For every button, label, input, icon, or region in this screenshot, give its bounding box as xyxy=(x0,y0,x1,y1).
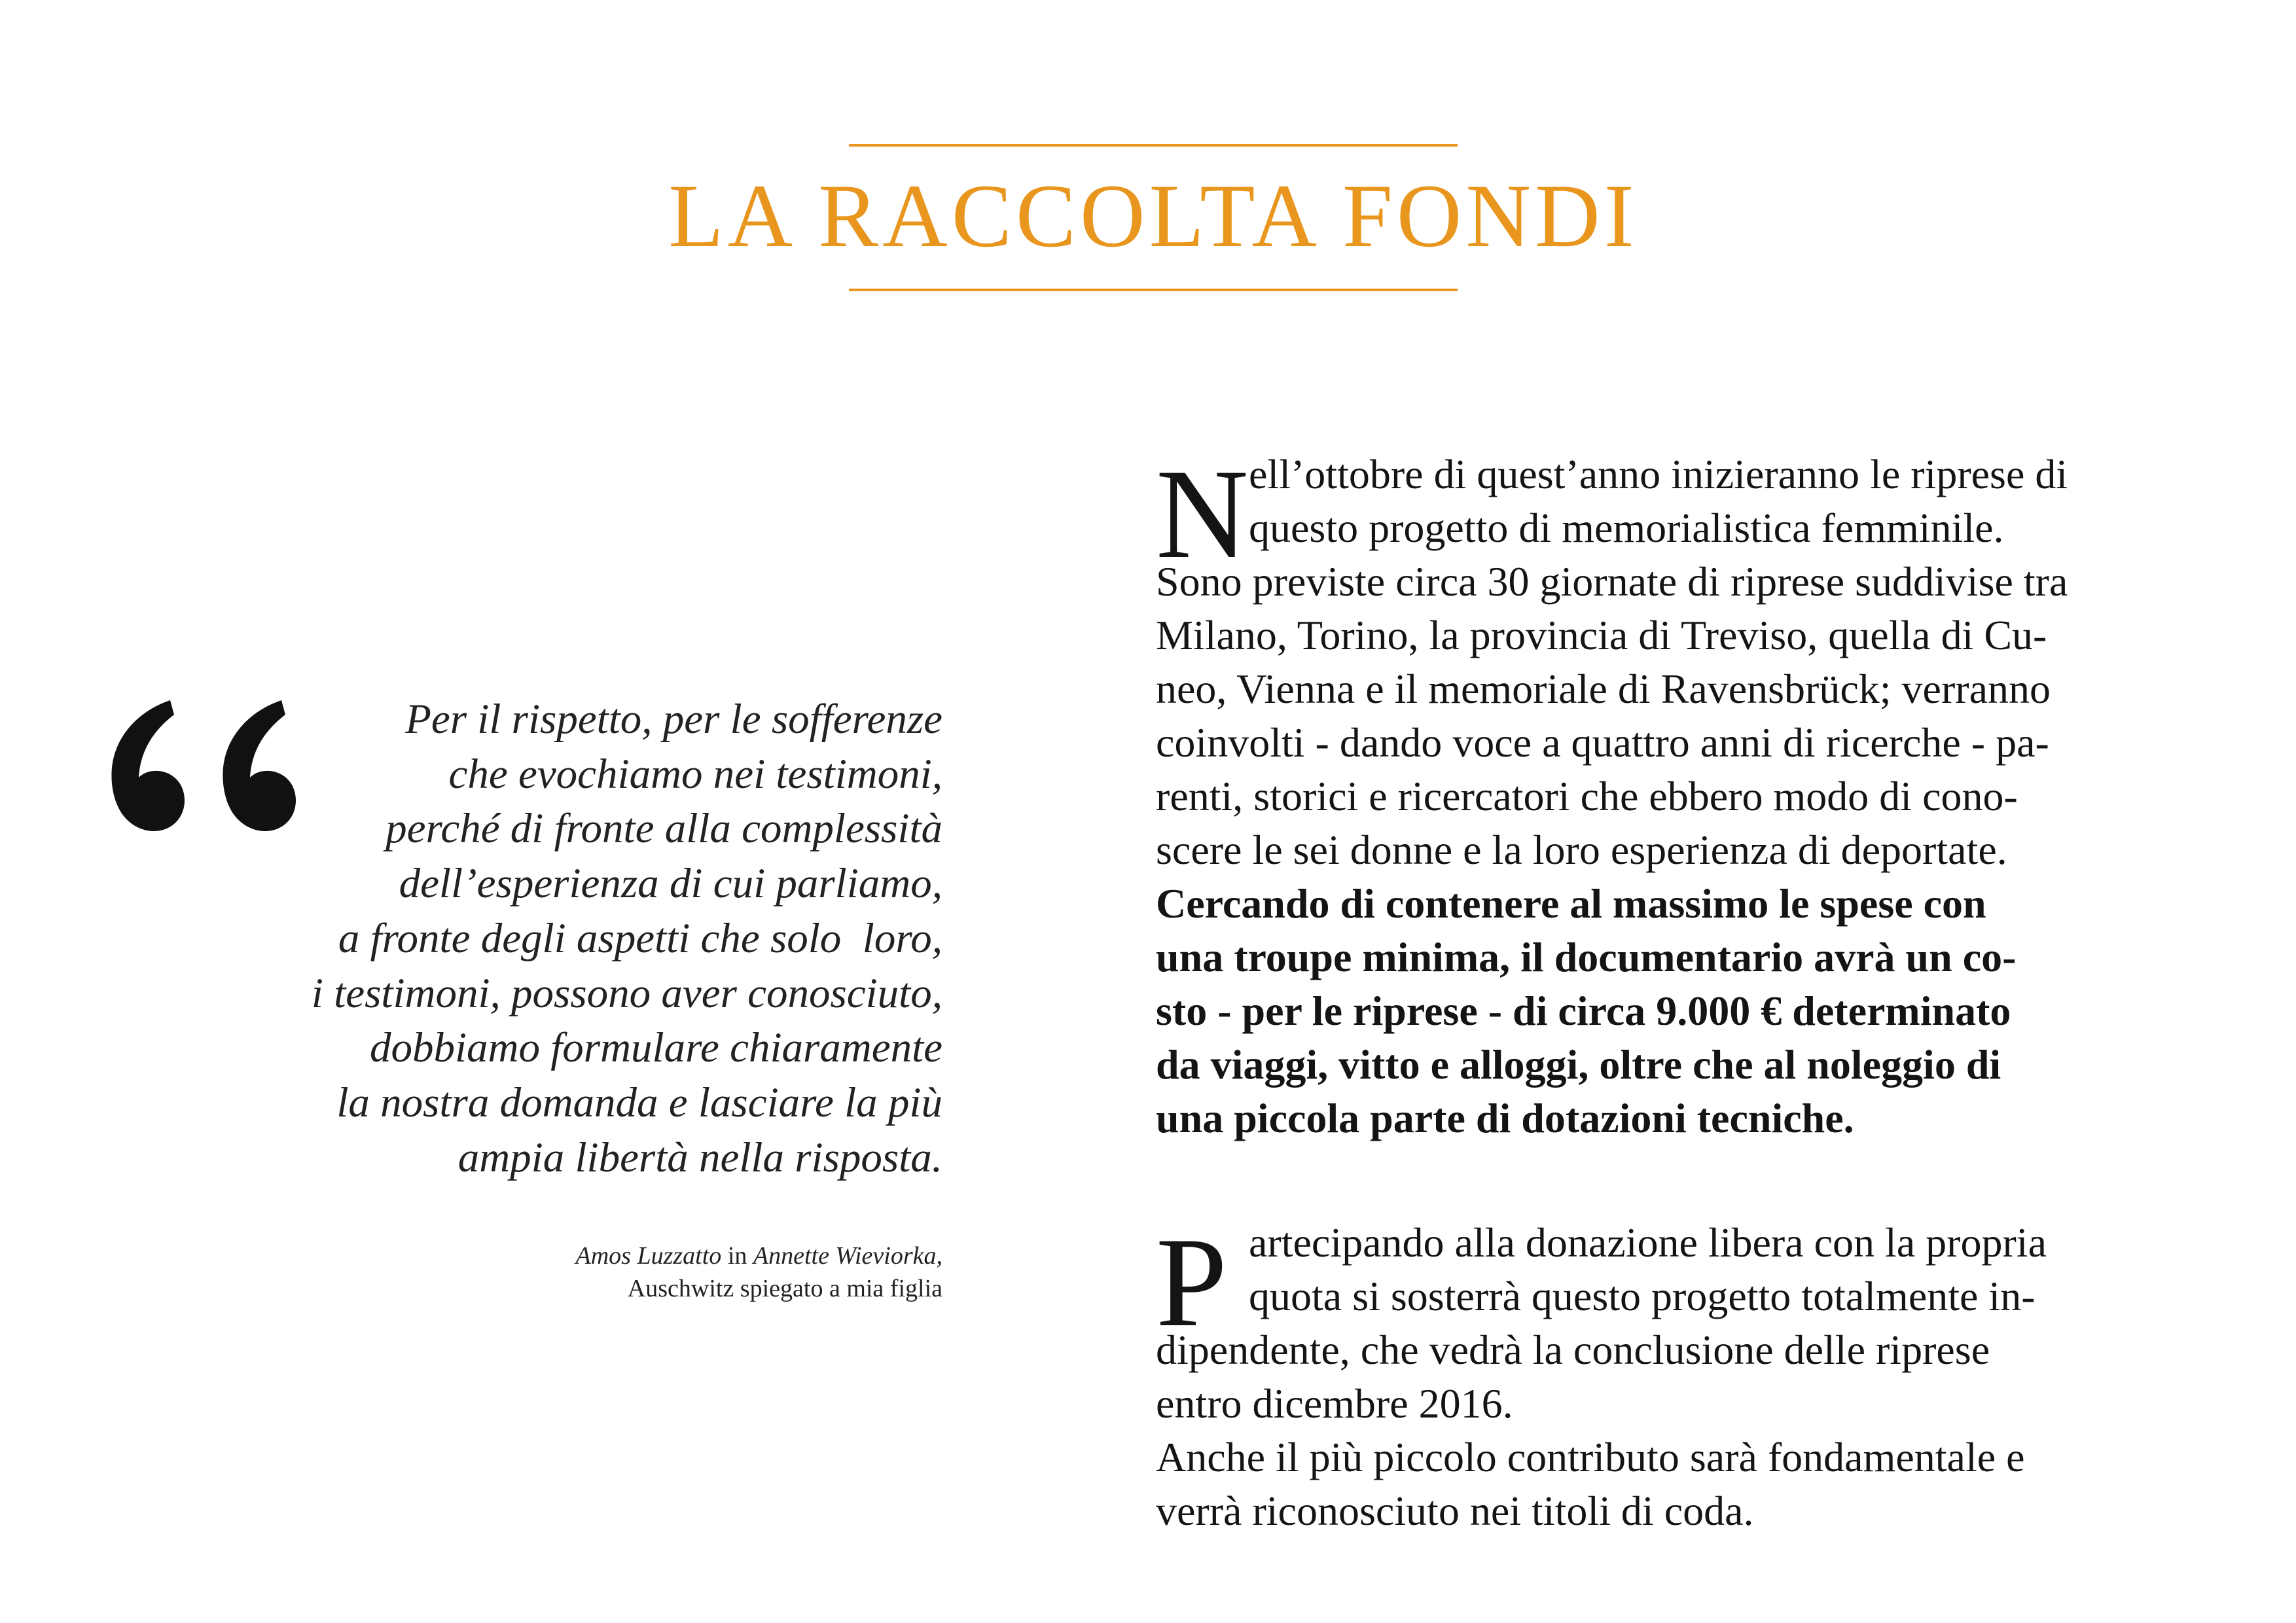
citation-editor: Annette Wieviorka, xyxy=(753,1242,942,1270)
quote-line: ampia libertà nella risposta. xyxy=(457,1133,942,1181)
body-line: verrà riconosciuto nei titoli di coda. xyxy=(1156,1488,1754,1534)
title-bottom-rule xyxy=(849,289,1458,291)
page-title: LA RACCOLTA FONDI xyxy=(668,166,1638,266)
title-top-rule xyxy=(849,144,1458,147)
body-line: ell’ottobre di quest’anno inizieranno le riprese di xyxy=(1249,451,2068,497)
body-line: renti, storici e ricercatori che ebbero modo di cono- xyxy=(1156,773,2018,819)
body-line: questo progetto di memorialistica femminile. xyxy=(1249,505,2004,551)
quote-line: che evochiamo nei testimoni, xyxy=(448,750,942,798)
body-line: Sono previste circa 30 giornate di riprese suddivise tra xyxy=(1156,558,2068,605)
body-line: coinvolti - dando voce a quattro anni di ricerche - pa- xyxy=(1156,719,2049,766)
quote-line: a fronte degli aspetti che solo loro, xyxy=(338,914,942,962)
quote-citation xyxy=(367,1240,942,1305)
quote-line: perché di fronte alla complessità xyxy=(386,805,942,853)
body-line: dipendente, che vedrà la conclusione delle riprese xyxy=(1156,1327,1990,1373)
dropcap: P xyxy=(1156,1211,1228,1353)
body-paragraph-2 xyxy=(1156,1211,2216,1538)
quote-line: dell’esperienza di cui parliamo, xyxy=(399,860,942,908)
body-line: quota si sosterrà questo progetto totalmente in- xyxy=(1249,1273,2036,1319)
body-line: scere le sei donne e la loro esperienza di deportate. xyxy=(1156,827,2007,873)
quote-line: la nostra domanda e lasciare la più xyxy=(336,1079,942,1126)
body-line: artecipando alla donazione libera con la propria xyxy=(1249,1219,2047,1266)
body-line: Milano, Torino, la provincia di Treviso, quella di Cu- xyxy=(1156,612,2047,658)
dropcap: N xyxy=(1156,443,1249,585)
citation-book: Auschwitz spiegato a mia figlia xyxy=(627,1275,942,1302)
body-line-bold: sto - per le riprese - di circa 9.000 € determinato xyxy=(1156,988,2011,1034)
body-line-bold: una piccola parte di dotazioni tecniche. xyxy=(1156,1095,1854,1141)
quote-line: dobbiamo formulare chiaramente xyxy=(370,1024,942,1072)
body-line: neo, Vienna e il memoriale di Ravensbrück; verranno xyxy=(1156,666,2051,712)
body-line-bold: Cercando di contenere al massimo le spese con xyxy=(1156,880,1986,927)
body-line-bold: una troupe minima, il documentario avrà un co- xyxy=(1156,934,2017,980)
citation-line-1 xyxy=(367,1240,942,1272)
citation-connector: in xyxy=(721,1242,753,1270)
body-line-bold: da viaggi, vitto e alloggi, oltre che al noleggio di xyxy=(1156,1041,2001,1088)
citation-author: Amos Luzzatto xyxy=(575,1242,722,1270)
quote-line: i testimoni, possono aver conosciuto, xyxy=(311,969,942,1017)
body-line: Anche il più piccolo contributo sarà fondamentale e xyxy=(1156,1434,2025,1480)
quote-line: Per il rispetto, per le sofferenze xyxy=(405,696,942,743)
body-line: entro dicembre 2016. xyxy=(1156,1380,1513,1427)
body-paragraph-1 xyxy=(1156,443,2216,1145)
quote-text xyxy=(236,692,942,1185)
